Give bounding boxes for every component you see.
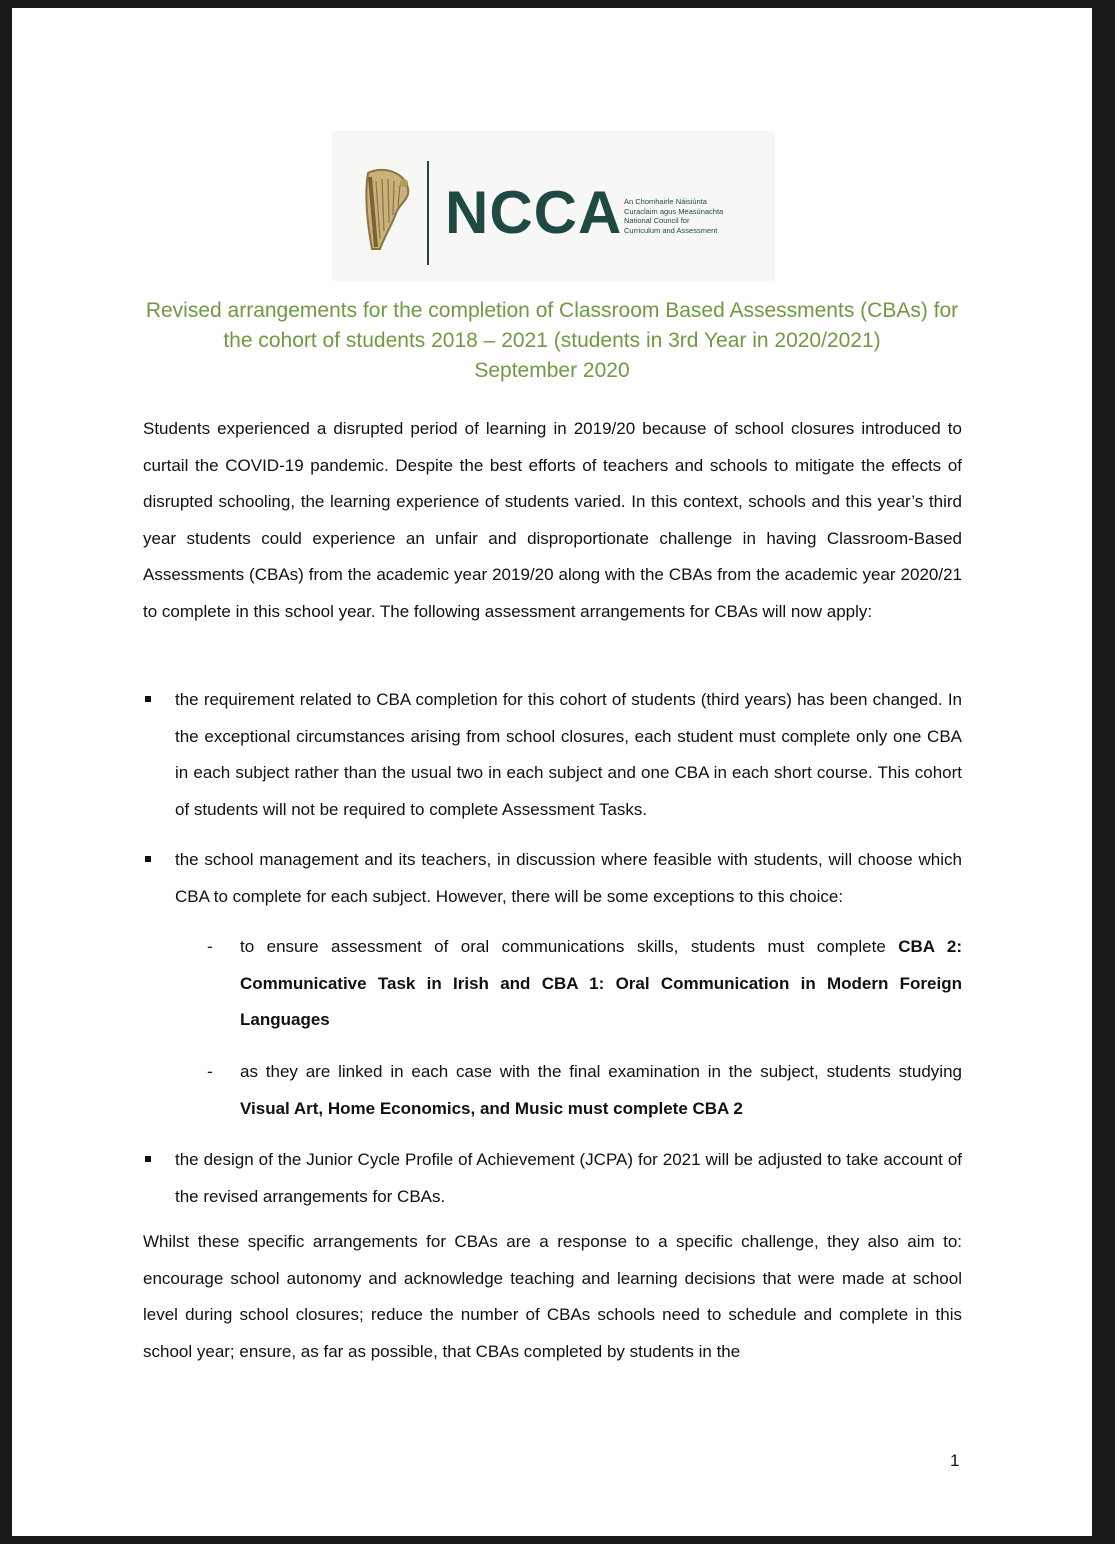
document-page xyxy=(12,8,1092,1536)
logo-sub-line: An Chomhairle Náisiúnta xyxy=(624,197,707,206)
ncca-logo xyxy=(332,131,775,281)
dash-marker: - xyxy=(207,1062,213,1081)
sub-item-bold: CBA 2: Communicative Task in Irish and CBA 1: Oral Communication in Modern Foreign Languages xyxy=(240,937,962,1029)
bullet-marker xyxy=(145,696,151,702)
logo-sub-line: National Council for xyxy=(624,216,690,225)
logo-sub-line: Curaclaim agus Measúnachta xyxy=(624,206,724,216)
harp-icon xyxy=(354,167,414,253)
bullet-text: the requirement related to CBA completion for this cohort of students (third years) has been changed. In the exceptional circumstances arising from school closures, each student must complete only one CBA in each subject rather than the usual two in each subject and one CBA in each short course. This cohort of students will not be required to complete Assessment Tasks. xyxy=(175,690,962,819)
logo-wordmark: NCCA xyxy=(445,179,623,246)
sub-item-text xyxy=(240,929,962,1039)
title-line: Revised arrangements for the completion of Classroom Based Assessments (CBAs) for xyxy=(145,299,959,322)
sub-item-bold: Visual Art, Home Economics, and Music must complete CBA 2 xyxy=(240,1098,743,1118)
intro-paragraph: Students experienced a disrupted period of learning in 2019/20 because of school closures introduced to curtail the COVID-19 pandemic. Despite the best efforts of teachers and schools to mitigate the effects of disrupted schooling, the learning experience of students varied. In this context, schools and this year’s third year students could experience an unfair and disproportionate challenge in having Classroom-Based Assessments (CBAs) from the academic year 2019/20 along with the CBAs from the academic year 2020/21 to complete in this school year. The following assessment arrangements for CBAs will now apply: xyxy=(143,419,962,621)
logo-sub-line: Curriculum and Assessment xyxy=(624,225,718,235)
closing-paragraph: Whilst these specific arrangements for CBAs are a response to a specific challenge, they also aim to: encourage school autonomy and acknowledge teaching and learning decisions that were made at school level during school closures; reduce the number of CBAs schools need to schedule and complete in this school year; ensure, as far as possible, that CBAs completed by students in the xyxy=(143,1232,962,1361)
sub-item-plain: to ensure assessment of oral communications skills, students must complete xyxy=(240,937,899,956)
bullet-marker xyxy=(145,1156,151,1162)
dash-marker: - xyxy=(207,937,213,956)
title-date: September 2020 xyxy=(474,359,630,382)
title-line: the cohort of students 2018 – 2021 (students in 3rd Year in 2020/2021) xyxy=(223,329,881,352)
bullet-text: the design of the Junior Cycle Profile of Achievement (JCPA) for 2021 will be adjusted to take account of the revised arrangements for CBAs. xyxy=(175,1150,962,1206)
bullet-text: the school management and its teachers, in discussion where feasible with students, will choose which CBA to complete for each subject. However, there will be some exceptions to this choice: xyxy=(175,850,962,906)
page-number: 1 xyxy=(950,1451,960,1470)
bullet-marker xyxy=(145,856,151,862)
sub-item-plain: as they are linked in each case with the final examination in the subject, students studying xyxy=(240,1062,962,1081)
logo-divider xyxy=(427,161,429,265)
logo-subtitle xyxy=(624,197,774,235)
sub-item-text xyxy=(240,1054,962,1127)
document-title xyxy=(72,296,1032,386)
